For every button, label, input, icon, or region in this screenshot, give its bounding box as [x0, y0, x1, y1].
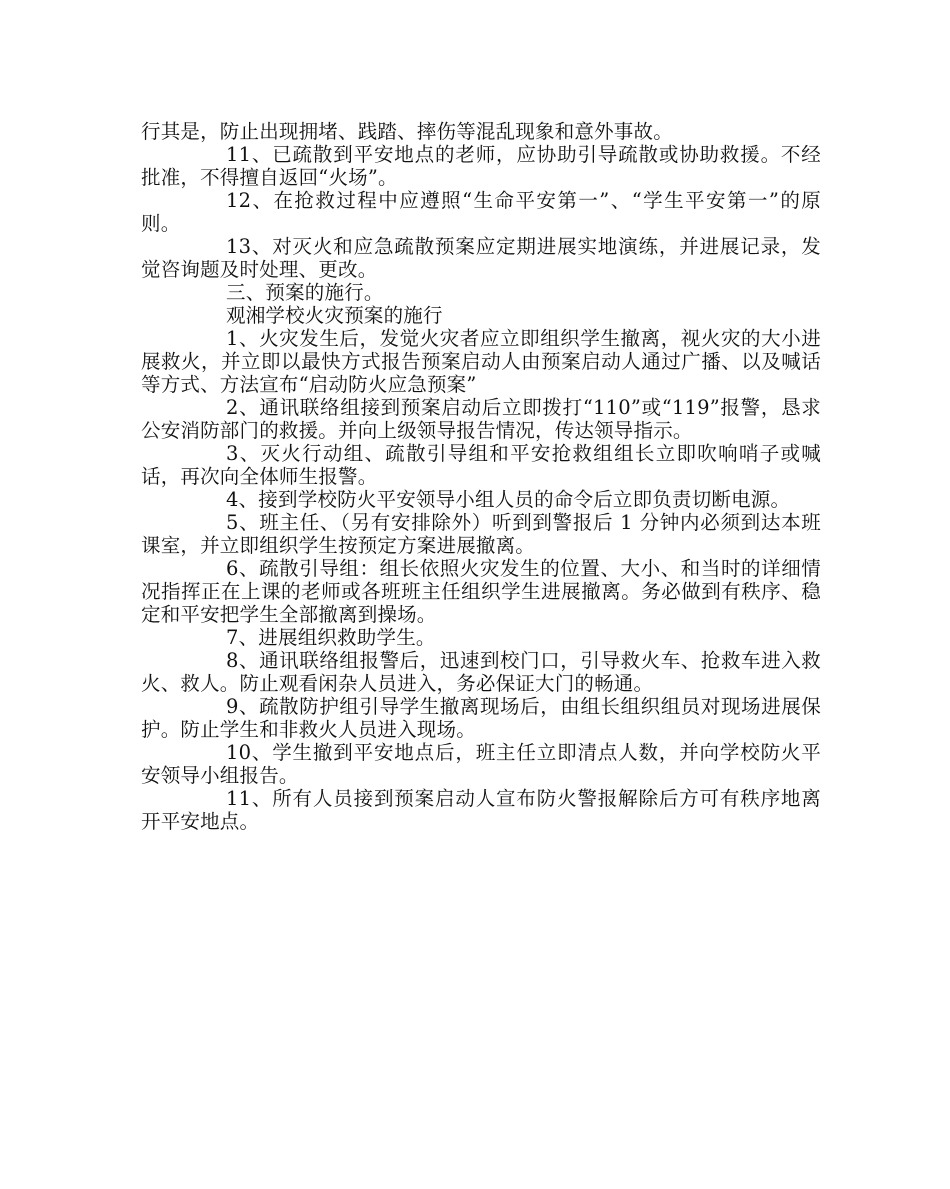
paragraph: 7、进展组织救助学生。 — [226, 626, 436, 649]
paragraph: 10、学生撤到平安地点后，班主任立即清点人数，并向学校防火平安领导小组报告。 — [141, 741, 821, 787]
document-body — [141, 120, 821, 833]
paragraph: 2、通讯联络组接到预案启动后立即拨打“110”或“119”报警，恳求公安消防部门的救援。并向上级领导报告情况，传达领导指示。 — [141, 396, 821, 442]
paragraph: 11、所有人员接到预案启动人宣布防火警报解除后方可有秩序地离开平安地点。 — [141, 787, 821, 833]
subsection-heading: 观湘学校火灾预案的施行 — [226, 304, 443, 327]
paragraph: 11、已疏散到平安地点的老师，应协助引导疏散或协助救援。不经批准，不得擅自返回“火场”。 — [141, 143, 821, 189]
paragraph: 3、灭火行动组、疏散引导组和平安抢救组组长立即吹响哨子或喊话，再次向全体师生报警。 — [141, 442, 821, 488]
paragraph: 4、接到学校防火平安领导小组人员的命令后立即负责切断电源。 — [226, 488, 791, 511]
paragraph: 6、疏散引导组：组长依照火灾发生的位置、大小、和当时的详细情况指挥正在上课的老师或各班班主任组织学生进展撤离。务必做到有秩序、稳定和平安把学生全部撤离到操场。 — [141, 557, 821, 626]
paragraph: 9、疏散防护组引导学生撤离现场后，由组长组织组员对现场进展保护。防止学生和非救火人员进入现场。 — [141, 695, 821, 741]
section-heading: 三、预案的施行。 — [226, 281, 384, 304]
paragraph: 12、在抢救过程中应遵照“生命平安第一”、“学生平安第一”的原则。 — [141, 189, 821, 235]
paragraph: 行其是，防止出现拥堵、践踏、摔伤等混乱现象和意外事故。 — [141, 120, 673, 143]
paragraph: 8、通讯联络组报警后，迅速到校门口，引导救火车、抢救车进入救火、救人。防止观看闲杂人员进入，务必保证大门的畅通。 — [141, 649, 821, 695]
paragraph: 1、火灾发生后，发觉火灾者应立即组织学生撤离，视火灾的大小进展救火，并立即以最快方式报告预案启动人由预案启动人通过广播、以及喊话等方式、方法宣布“启动防火应急预案” — [141, 327, 821, 396]
paragraph: 13、对灭火和应急疏散预案应定期进展实地演练，并进展记录，发觉咨询题及时处理、更改。 — [141, 235, 821, 281]
paragraph: 5、班主任、（另有安排除外）听到到警报后 1 分钟内必须到达本班课室，并立即组织学生按预定方案进展撤离。 — [141, 511, 821, 557]
